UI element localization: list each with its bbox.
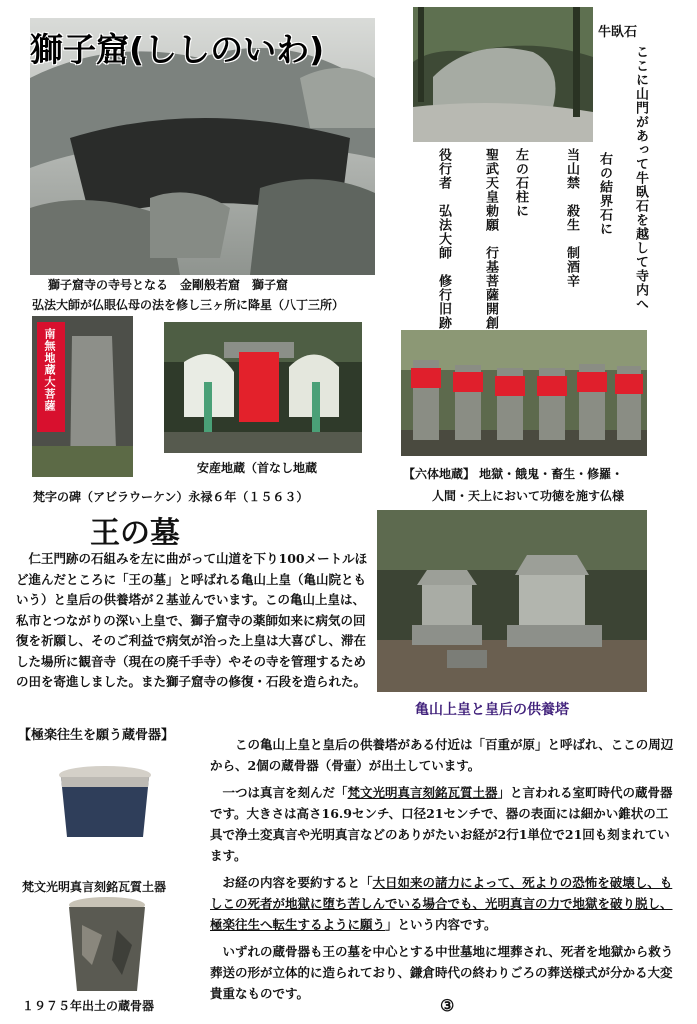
urn-2-photo xyxy=(62,895,152,995)
p3-text-b: 」という内容です。 xyxy=(385,917,497,932)
urn-1-caption: 梵文光明真言刻銘瓦質土器 xyxy=(22,880,167,894)
gokuraku-text xyxy=(210,734,678,1004)
rokutai-caption-2: 人間・天上において功徳を施す仏様 xyxy=(432,489,625,503)
ou-title: 王の墓 xyxy=(90,516,180,551)
ou-paragraph: 仁王門跡の石組みを左に曲がって山道を下り100メートルほど進んだところに「王の墓」と呼ばれる亀山上皇（亀山院ともいう）と皇后の供養塔が２基並んでいます。この亀山上皇は、私市とつながりの深い上皇で、獅子窟寺の薬師如来に病気の回復を祈願し、そのご利益で病気が治った上皇は大喜びし、滞在した場所に観音寺（現在の廃千手寺）やその寺を管理するための田を寄進しました。また獅子窟寺の修復・石段を造られた。 xyxy=(16,551,368,689)
gyuga-title: 牛臥石 xyxy=(598,25,638,40)
rokutai-jizo-photo xyxy=(401,330,647,456)
page-number: ③ xyxy=(440,996,455,1015)
gokuraku-paragraph-1: この亀山上皇と皇后の供養塔がある付近は「百重が原」と呼ばれ、ここの周辺から、2個の蔵骨器（骨壷）が出土しています。 xyxy=(210,737,674,773)
p2-underlined: 梵文光明真言刻銘瓦質土器 xyxy=(347,785,498,800)
shishi-caption-2: 弘法大師が仏眼仏母の法を修し三ヶ所に降星（八丁三所） xyxy=(32,298,345,312)
rokutai-caption-1: 【六体地蔵】 地獄・餓鬼・畜生・修羅・ xyxy=(403,467,624,481)
urn-2-caption: １９７５年出土の蔵骨器 xyxy=(22,999,155,1013)
gyuga-text-col-5: 聖武天皇勅願 行基菩薩開創 xyxy=(483,148,498,330)
p2-text-a: 一つは真言を刻んだ「 xyxy=(222,785,348,800)
gokuraku-title: 【極楽往生を願う蔵骨器】 xyxy=(18,728,175,743)
gyuga-text-col-1: ここに山門があって牛臥石を越して寺内へ xyxy=(633,45,648,311)
gokuraku-paragraph-4: いずれの蔵骨器も王の墓を中心とする中世墓地に埋葬され、死者を地獄から救う葬送の形が立体的に造られており、鎌倉時代の終わりごろの葬送様式が分かる大変貴重なものです。 xyxy=(210,944,674,1001)
bonji-banner-text: 南無地蔵大菩薩 xyxy=(43,328,56,412)
gyuga-text-col-2: 右の結界石に xyxy=(597,152,612,236)
gokuraku-paragraph-3 xyxy=(210,872,678,935)
bonji-caption: 梵字の碑（アビラウーケン）永禄６年（１５６３） xyxy=(33,490,309,504)
gokuraku-paragraph-2 xyxy=(210,782,678,866)
gyuga-text-col-4: 左の石柱に xyxy=(513,148,528,218)
gyuga-text-col-6: 役行者 弘法大師 修行旧跡 xyxy=(436,148,451,330)
ou-memorial-towers-photo xyxy=(377,510,647,692)
p3-underlined: 大日如来の諸力によって、死よりの恐怖を破壊し、もしこの死者が地獄に堕ち苦しんでいる場合でも、光明真言の力で地獄を破り脱し、極楽往生へ転生するように願う xyxy=(210,875,673,932)
p2-text-b: 」と言われる室町時代の蔵骨器です。大きさは高さ16.9センチ、口径21センチで、器の表面には細かい錐状の工具で浄土変真言や光明真言などのありがたいお経が2行1単位で21回も刻まれています。 xyxy=(210,785,673,863)
gyuga-text-col-3: 当山禁 殺生 制酒辛 xyxy=(564,148,579,288)
p3-text-a: お経の内容を要約すると「 xyxy=(222,875,373,890)
shishi-caption-1: 獅子窟寺の寺号となる 金剛般若窟 獅子窟 xyxy=(48,278,289,292)
urn-1-photo xyxy=(55,765,155,843)
shishi-title: 獅子窟(ししのいわ) xyxy=(30,30,325,69)
anzan-caption: 安産地蔵（首なし地蔵 xyxy=(197,461,318,475)
ou-photo-caption: 亀山上皇と皇后の供養塔 xyxy=(415,702,569,718)
anzan-jizo-photo xyxy=(164,322,362,453)
gyuga-stone-photo xyxy=(413,7,593,142)
